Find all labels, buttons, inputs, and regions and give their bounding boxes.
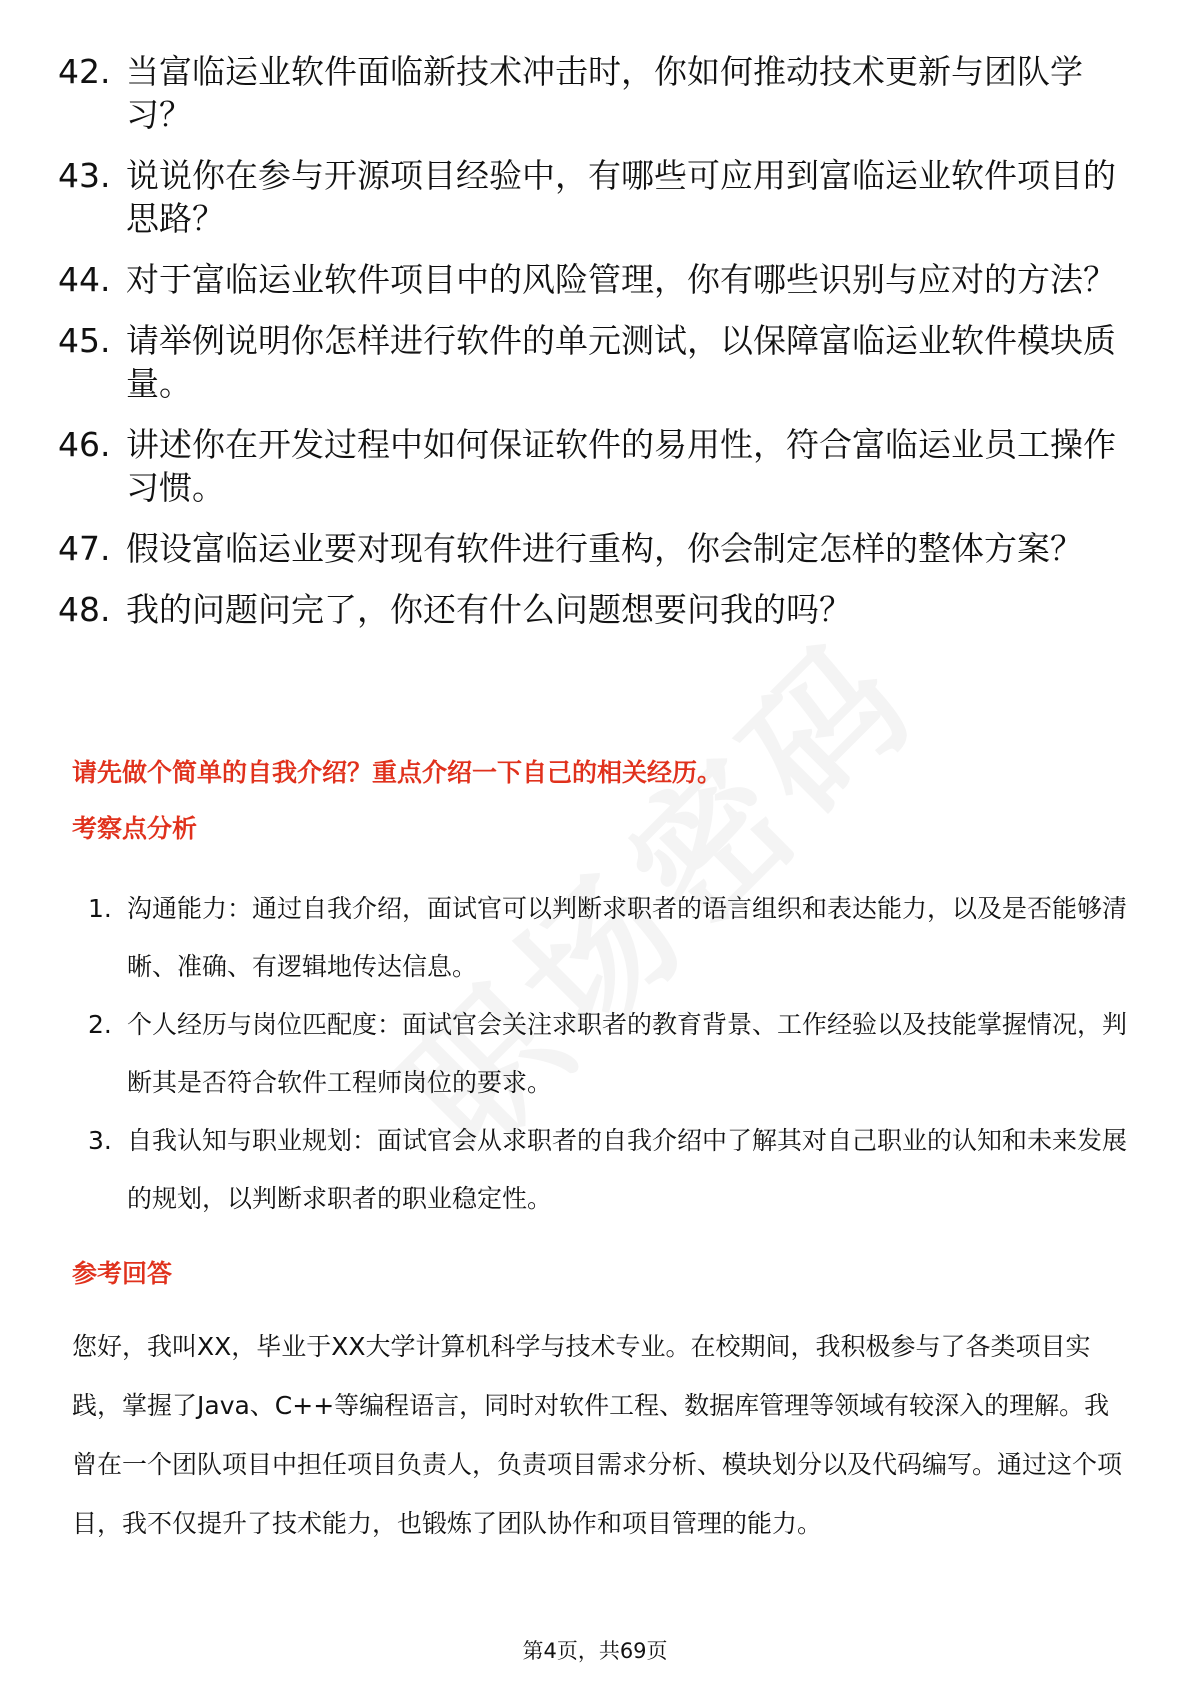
analysis-number: 1. [88,894,112,923]
question-item [58,527,1128,570]
question-text: 当富临运业软件面临新技术冲击时，你如何推动技术更新与团队学习？ [126,52,1083,134]
section-analysis-title: 考察点分析 [72,814,198,843]
question-item [58,258,1128,301]
page-footer: 第4页，共69页 [522,1639,668,1663]
question-text: 说说你在参与开源项目经验中，有哪些可应用到富临运业软件项目的思路？ [126,156,1116,238]
question-text: 请举例说明你怎样进行软件的单元测试，以保障富临运业软件模块质量。 [126,321,1116,403]
question-number: 45. [58,321,111,360]
analysis-text: 沟通能力：通过自我介绍，面试官可以判断求职者的语言组织和表达能力，以及是否能够清晰、准确、有逻辑地传达信息。 [127,894,1128,981]
question-item [58,154,1128,240]
question-text: 讲述你在开发过程中如何保证软件的易用性，符合富临运业员工操作习惯。 [126,425,1116,507]
question-text: 对于富临运业软件项目中的风险管理，你有哪些识别与应对的方法？ [126,260,1116,299]
analysis-text: 自我认知与职业规划：面试官会从求职者的自我介绍中了解其对自己职业的认知和未来发展的规划，以判断求职者的职业稳定性。 [127,1126,1128,1213]
question-number: 42. [58,52,111,91]
question-text: 我的问题问完了，你还有什么问题想要问我的吗？ [126,590,852,629]
question-number: 46. [58,425,111,464]
section-question-title: 请先做个简单的自我介绍？重点介绍一下自己的相关经历。 [72,758,723,787]
question-item [58,319,1128,405]
analysis-item [88,996,1128,1112]
question-item [58,423,1128,509]
analysis-number: 3. [88,1126,112,1155]
question-text: 假设富临运业要对现有软件进行重构，你会制定怎样的整体方案？ [126,529,1083,568]
question-number: 48. [58,590,111,629]
reference-answer: 您好，我叫XX，毕业于XX大学计算机科学与技术专业。在校期间，我积极参与了各类项目实践，掌握了Java、C++等编程语言，同时对软件工程、数据库管理等领域有较深入的理解。我曾在一个团队项目中担任项目负责人，负责项目需求分析、模块划分以及代码编写。通过这个项目，我不仅提升了技术能力，也锻炼了团队协作和项目管理的能力。 [72,1332,1123,1538]
question-number: 47. [58,529,111,568]
question-item [58,50,1128,136]
section-reference-title: 参考回答 [72,1259,173,1288]
analysis-text: 个人经历与岗位匹配度：面试官会关注求职者的教育背景、工作经验以及技能掌握情况，判断其是否符合软件工程师岗位的要求。 [127,1010,1128,1097]
question-number: 44. [58,260,111,299]
question-item [58,588,1128,631]
question-list [58,50,1128,649]
question-number: 43. [58,156,111,195]
analysis-number: 2. [88,1010,112,1039]
analysis-item [88,1112,1128,1228]
analysis-item [88,880,1128,996]
analysis-list [88,880,1128,1228]
